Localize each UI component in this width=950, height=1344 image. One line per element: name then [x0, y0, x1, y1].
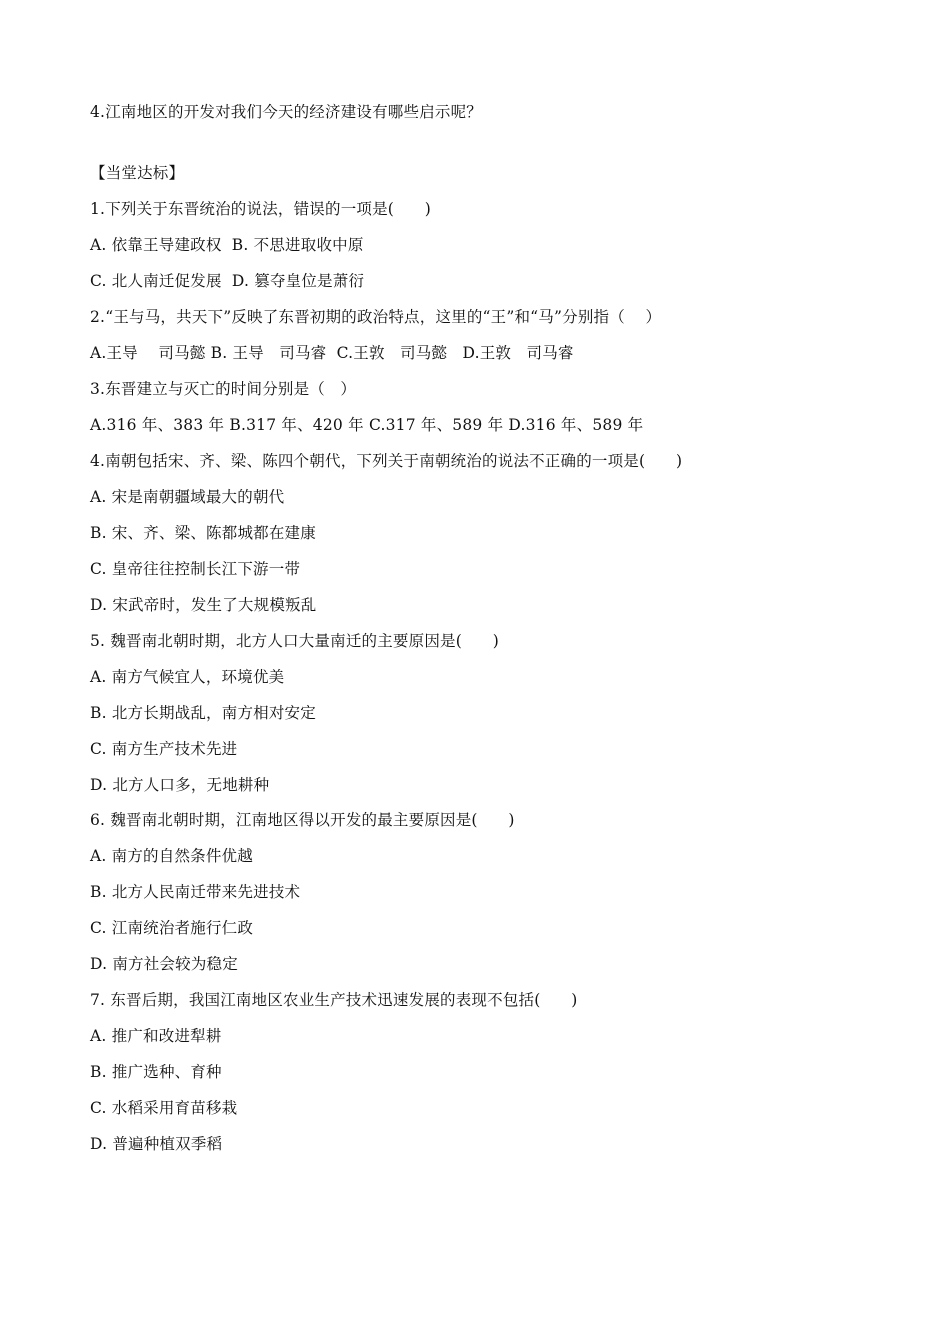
question-7-option-b: B. 推广选种、育种: [90, 1063, 222, 1081]
section-title: 【当堂达标】: [90, 164, 185, 182]
question-6-option-b: B. 北方人民南迁带来先进技术: [90, 883, 301, 901]
question-2-stem: 2.“王与马，共天下”反映了东晋初期的政治特点，这里的“王”和“马”分别指（ ）: [90, 308, 662, 326]
question-4-option-d: D. 宋武帝时，发生了大规模叛乱: [90, 596, 317, 614]
discussion-question-4: 4.江南地区的开发对我们今天的经济建设有哪些启示呢？: [90, 103, 482, 121]
question-5-option-b: B. 北方长期战乱，南方相对安定: [90, 704, 316, 722]
question-6-stem: 6. 魏晋南北朝时期，江南地区得以开发的最主要原因是( ): [90, 811, 515, 829]
question-4-option-c: C. 皇帝往往控制长江下游一带: [90, 560, 301, 578]
question-7-option-a: A. 推广和改进犁耕: [90, 1027, 222, 1045]
question-4-option-a: A. 宋是南朝疆域最大的朝代: [90, 488, 285, 506]
question-2-options: A.王导 司马懿 B. 王导 司马睿 C.王敦 司马懿 D.王敦 司马睿: [90, 344, 574, 362]
question-5-option-c: C. 南方生产技术先进: [90, 740, 238, 758]
question-5-option-d: D. 北方人口多，无地耕种: [90, 776, 270, 794]
question-1-options-row-1: A. 依靠王导建政权 B. 不思进取收中原: [90, 236, 364, 254]
question-6-option-d: D. 南方社会较为稳定: [90, 955, 238, 973]
question-7-option-d: D. 普遍种植双季稻: [90, 1135, 223, 1153]
question-4-stem: 4.南朝包括宋、齐、梁、陈四个朝代，下列关于南朝统治的说法不正确的一项是( ): [90, 452, 683, 470]
question-4-option-b: B. 宋、齐、梁、陈都城都在建康: [90, 524, 316, 542]
question-7-stem: 7. 东晋后期，我国江南地区农业生产技术迅速发展的表现不包括( ): [90, 991, 578, 1009]
question-6-option-c: C. 江南统治者施行仁政: [90, 919, 254, 937]
question-7-option-c: C. 水稻采用育苗移栽: [90, 1099, 238, 1117]
question-3-options: A.316 年、383 年 B.317 年、420 年 C.317 年、589 年 D.316 年、589 年: [90, 416, 644, 434]
question-5-stem: 5. 魏晋南北朝时期，北方人口大量南迁的主要原因是( ): [90, 632, 499, 650]
question-1-stem: 1.下列关于东晋统治的说法，错误的一项是( ): [90, 200, 432, 218]
question-6-option-a: A. 南方的自然条件优越: [90, 847, 253, 865]
question-3-stem: 3.东晋建立与灭亡的时间分别是（ ）: [90, 380, 357, 398]
question-5-option-a: A. 南方气候宜人，环境优美: [90, 668, 285, 686]
question-1-options-row-2: C. 北人南迁促发展 D. 篡夺皇位是萧衍: [90, 272, 365, 290]
